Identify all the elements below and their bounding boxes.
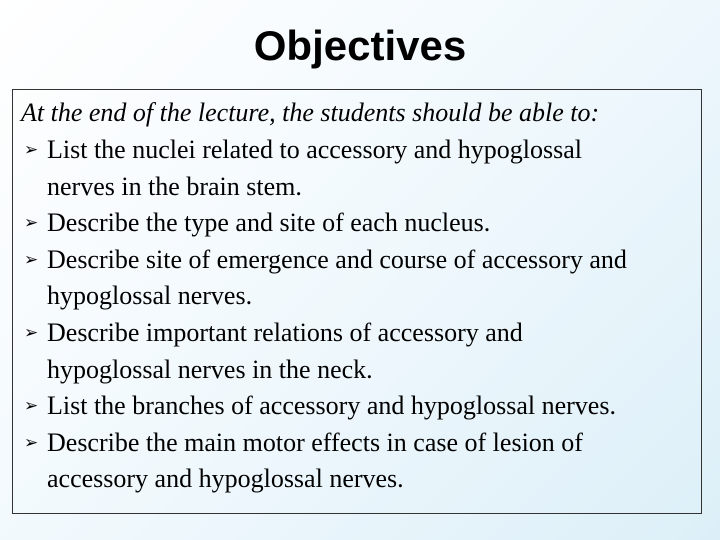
arrow-bullet-icon: ➢ — [24, 432, 39, 453]
slide-title: Objectives — [253, 22, 467, 69]
objective-line: nerves in the brain stem. — [47, 171, 302, 201]
objective-line: accessory and hypoglossal nerves. — [47, 464, 404, 494]
objective-line: hypoglossal nerves. — [47, 281, 253, 311]
objective-item — [13, 132, 693, 205]
objective-item — [13, 242, 693, 315]
objective-item — [13, 315, 693, 388]
intro-text: At the end of the lecture, the students should be able to: — [21, 98, 600, 127]
objective-line: Describe site of emergence and course of accessory and — [47, 244, 627, 274]
objective-item — [13, 205, 693, 242]
arrow-bullet-icon: ➢ — [24, 322, 39, 343]
objective-item — [13, 388, 693, 425]
objective-item — [13, 425, 693, 498]
objectives-list — [13, 132, 693, 498]
objectives-box — [12, 89, 702, 514]
arrow-bullet-icon: ➢ — [24, 213, 39, 234]
arrow-bullet-icon: ➢ — [24, 396, 39, 417]
objective-line: List the branches of accessory and hypoglossal nerves. — [47, 391, 616, 421]
arrow-bullet-icon: ➢ — [24, 249, 39, 270]
objective-line: Describe important relations of accessory and — [47, 317, 523, 347]
objective-line: Describe the type and site of each nucleus. — [47, 208, 491, 238]
objective-line: List the nuclei related to accessory and hypoglossal — [47, 135, 583, 164]
arrow-bullet-icon: ➢ — [24, 140, 39, 160]
objective-line: hypoglossal nerves in the neck. — [47, 354, 373, 384]
objective-line: Describe the main motor effects in case of lesion of — [47, 427, 583, 457]
